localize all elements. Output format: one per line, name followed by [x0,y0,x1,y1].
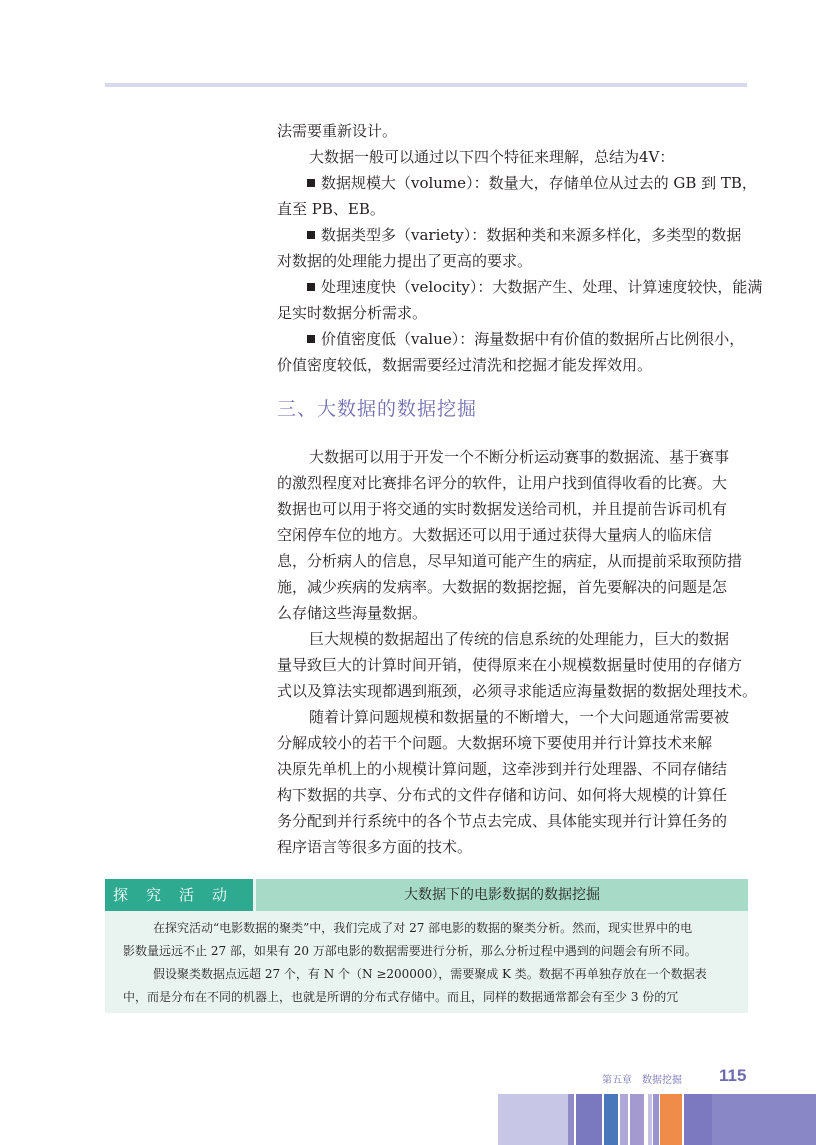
paragraph-line: 大数据一般可以通过以下四个特征来理解，总结为4V： [309,148,675,166]
stripe-decoration [653,1094,659,1145]
activity-body [105,917,748,1009]
activity-box [105,879,748,1013]
paragraph-line: 对数据的处理能力提出了更高的要求。 [277,252,533,270]
stripe-decoration [684,1094,712,1145]
activity-line: 假设聚类数据点远超 27 个，有 N 个（N ≥200000），需要聚成 K 类。数据不再单独存放在一个数据表 [153,967,707,981]
paragraph-line: 量导致巨大的计算时间开销，使得原来在小规模数据量时使用的存储方 [277,656,743,674]
bullet-text: 处理速度快（velocity）：大数据产生、处理、计算速度较快，能满 [321,278,763,296]
activity-line: 在探究活动“电影数据的聚类”中，我们完成了对 27 部电影的数据的聚类分析。然而，现实世界中的电 [153,921,693,935]
intro-text-block [277,118,763,378]
paragraph-line: 决原先单机上的小规模计算问题，这牵涉到并行处理器、不同存储结 [277,760,728,778]
paragraph-line: 么存储这些海量数据。 [277,604,428,622]
paragraph-line: 的激烈程度对比赛排名评分的软件，让用户找到值得收看的比赛。大 [277,474,728,492]
chapter-label: 第五章 数据挖掘 [602,1075,682,1086]
stripe-decoration [498,1094,568,1145]
bullet-item [277,326,747,352]
decorative-stripes [498,1094,816,1145]
paragraph-line: 随着计算问题规模和数据量的不断增大，一个大问题通常需要被 [309,708,730,726]
paragraph-line: 法需要重新设计。 [277,122,398,140]
activity-tag: 探究活动 [105,879,253,911]
paragraph-line: 式以及算法实现都遇到瓶颈，必须寻求能适应海量数据的数据处理技术。 [277,682,758,700]
bullet-text: 数据类型多（variety）：数据种类和来源多样化，多类型的数据 [321,226,742,244]
square-bullet-icon [307,231,315,239]
paragraph-line: 直至 PB、EB。 [277,200,385,218]
paragraph-line: 构下数据的共享、分布式的文件存储和访问、如何将大规模的计算任 [277,786,728,804]
bullet-item [277,170,757,196]
main-text-block [277,444,758,860]
bullet-text: 价值密度低（value）：海量数据中有价值的数据所占比例很小， [321,330,745,348]
bullet-item [277,274,763,300]
header-rule [105,83,747,87]
activity-line: 影数量远远不止 27 部，如果有 20 万部电影的数据需要进行分析，那么分析过程中遇到的问题会有所不同。 [123,944,697,958]
activity-title: 大数据下的电影数据的数据挖掘 [256,879,748,911]
square-bullet-icon [307,335,315,343]
bullet-item [277,222,747,248]
stripe-decoration [620,1094,628,1145]
stripe-decoration [648,1094,652,1145]
paragraph-line: 巨大规模的数据超出了传统的信息系统的处理能力，巨大的数据 [309,630,730,648]
activity-header [105,879,748,911]
stripe-decoration [630,1094,644,1145]
paragraph-line: 分解成较小的若干个问题。大数据环境下要使用并行计算技术来解 [277,734,713,752]
paragraph-line: 施，减少疾病的发病率。大数据的数据挖掘，首先要解决的问题是怎 [277,578,728,596]
stripe-decoration [712,1094,816,1145]
square-bullet-icon [307,179,315,187]
stripe-decoration [604,1094,618,1145]
paragraph-line: 大数据可以用于开发一个不断分析运动赛事的数据流、基于赛事 [309,448,730,466]
bullet-text: 数据规模大（volume）：数量大，存储单位从过去的 GB 到 TB， [321,174,757,192]
paragraph-line: 价值密度较低，数据需要经过清洗和挖掘才能发挥效用。 [277,356,653,374]
paragraph-line: 足实时数据分析需求。 [277,304,428,322]
paragraph-line: 空闲停车位的地方。大数据还可以用于通过获得大量病人的临床信 [277,526,713,544]
paragraph-line: 息，分析病人的信息，尽早知道可能产生的病症，从而提前采取预防措 [277,552,743,570]
paragraph-line: 数据也可以用于将交通的实时数据发送给司机，并且提前告诉司机有 [277,500,728,518]
paragraph-line: 程序语言等很多方面的技术。 [277,838,473,856]
section-heading: 三、大数据的数据挖掘 [277,398,478,420]
stripe-decoration [576,1094,602,1145]
square-bullet-icon [307,283,315,291]
paragraph-line: 务分配到并行系统中的各个节点去完成、具体能实现并行计算任务的 [277,812,728,830]
page-number: 115 [719,1066,747,1085]
stripe-decoration [660,1094,682,1145]
activity-line: 中，而是分布在不同的机器上，也就是所谓的分布式存储中。而且，同样的数据通常都会有至少 3 份的冗 [123,990,679,1004]
stripe-decoration [568,1094,574,1145]
